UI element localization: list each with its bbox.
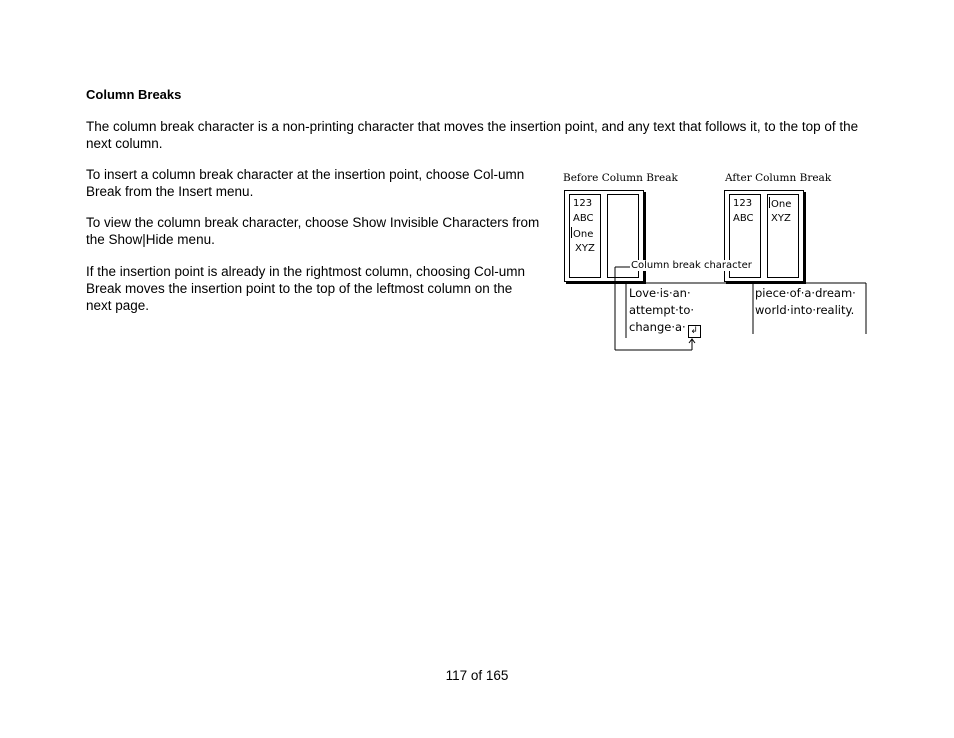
left-text-line-last: change·a· ↲ <box>629 319 701 338</box>
after-cell: 123 <box>733 198 753 209</box>
column-break-figure <box>560 170 880 360</box>
before-cell: ABC <box>573 213 594 224</box>
right-text-line: world·into·reality. <box>755 303 855 317</box>
after-cell: XYZ <box>771 213 791 224</box>
before-cell-insertion: One <box>573 229 594 240</box>
paragraph-insert: To insert a column break character at the insertion point, choose Col-umn Break from the Insert menu. <box>86 167 525 199</box>
left-text-line: attempt·to· <box>629 303 695 317</box>
after-cell-insertion: One <box>771 199 792 210</box>
section-heading: Column Breaks <box>86 87 182 102</box>
before-cell: XYZ <box>575 243 595 254</box>
paragraph-view: To view the column break character, choose Show Invisible Characters from the Show|Hide menu. <box>86 215 540 247</box>
paragraph-rightmost: If the insertion point is already in the rightmost column, choosing Col-umn Break moves the insertion point to the top of the leftmost column on the next page. <box>86 264 525 313</box>
after-caption: After Column Break <box>725 172 832 184</box>
before-cell: 123 <box>573 198 593 209</box>
page-number: 117 of 165 <box>445 668 509 683</box>
before-caption: Before Column Break <box>563 172 678 184</box>
column-break-callout: Column break character <box>631 260 752 271</box>
paragraph-definition: The column break character is a non-printing character that moves the insertion point, and any text that follows it, to the top of the next column. <box>86 119 859 151</box>
after-cell: ABC <box>733 213 754 224</box>
left-text-line: Love·is·an· <box>629 286 691 300</box>
column-break-icon: ↲ <box>688 325 701 338</box>
right-text-line: piece·of·a·dream· <box>755 286 856 300</box>
